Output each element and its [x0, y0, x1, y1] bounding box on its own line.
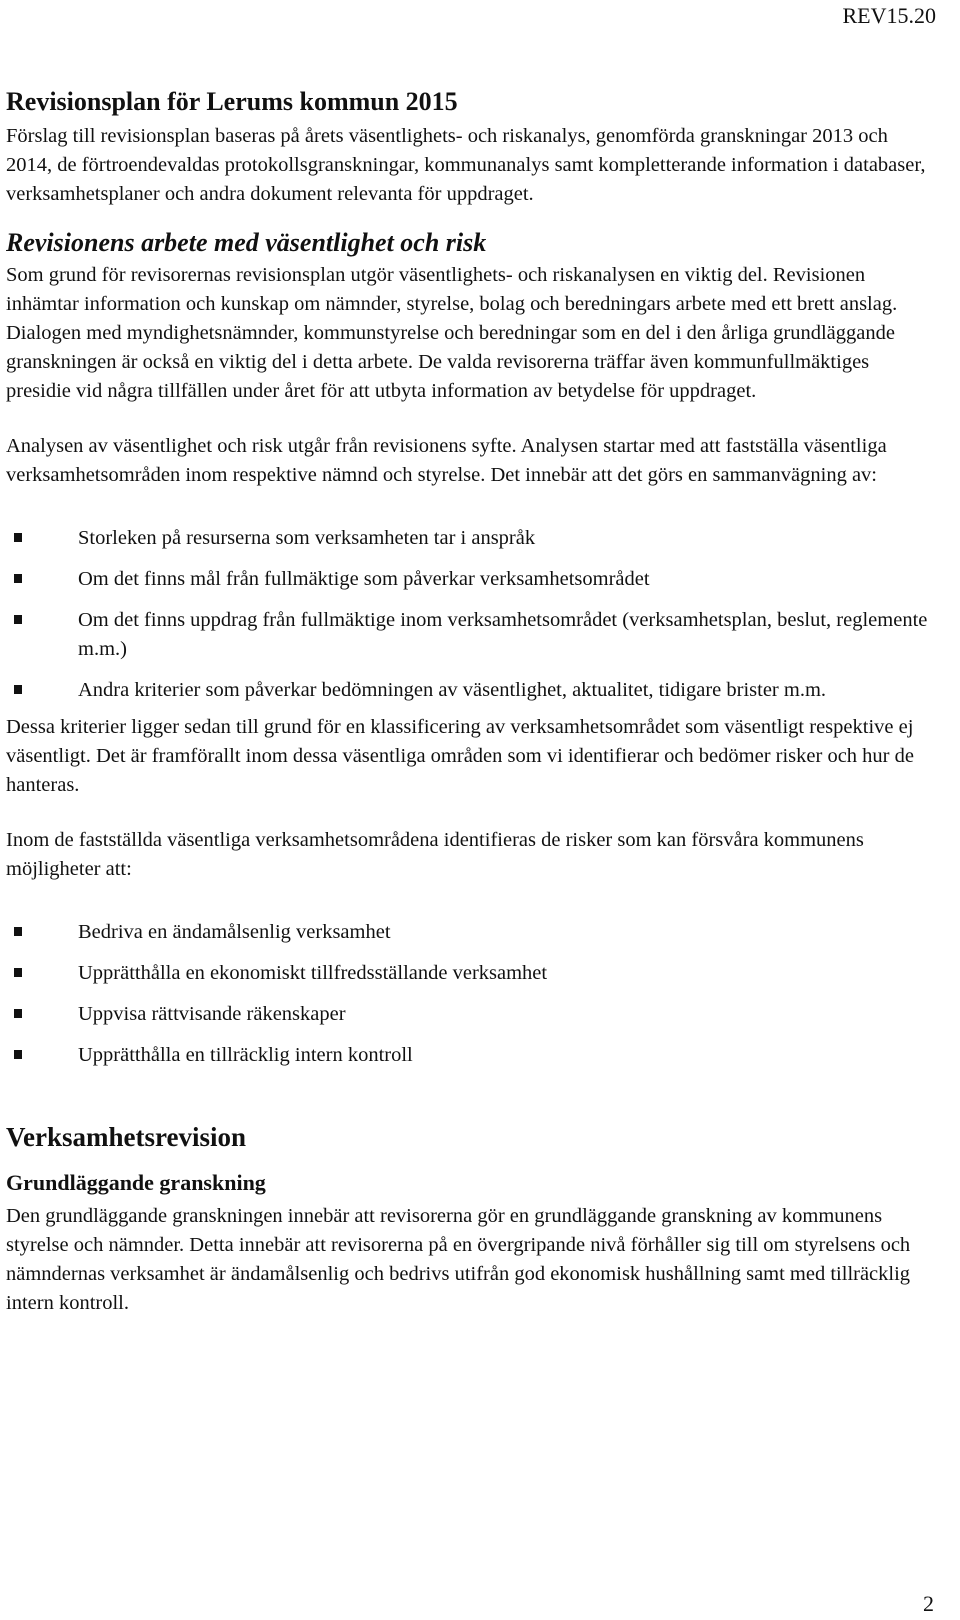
bullet-icon: [14, 968, 22, 977]
document-code: REV15.20: [842, 3, 936, 28]
bullet-icon: [14, 615, 22, 624]
list-item: Om det finns uppdrag från fullmäktige inom verksamhetsområdet (verksamhetsplan, beslut, reglemente m.m.): [6, 606, 934, 664]
bullet-icon: [14, 574, 22, 583]
section-heading-risk: Revisionens arbete med väsentlighet och risk: [6, 228, 487, 257]
bullet-icon: [14, 533, 22, 542]
list-item: Storleken på resurserna som verksamheten tar i anspråk: [6, 524, 934, 553]
paragraph-risk-4: Inom de fastställda väsentliga verksamhetsområdena identifieras de risker som kan försvåra kommunens möjligheter att:: [6, 829, 864, 880]
bullet-icon: [14, 1050, 22, 1059]
bullet-icon: [14, 927, 22, 936]
list-item: Upprätthålla en tillräcklig intern kontroll: [6, 1041, 934, 1070]
list-item: Uppvisa rättvisande räkenskaper: [6, 1000, 934, 1029]
list-item: Upprätthålla en ekonomiskt tillfredsställande verksamhet: [6, 959, 934, 988]
paragraph-grundlaggande: Den grundläggande granskningen innebär att revisorerna gör en grundläggande granskning av kommunens styrelse och nämnder. Detta innebär att revisorerna på en övergripande nivå förhåller sig till om styrelsens och nämndernas verksamhet är ändamålsenlig och bedrivs utifrån god ekonomisk hushållning samt med tillräcklig intern kontroll.: [6, 1205, 911, 1314]
list-item: Om det finns mål från fullmäktige som påverkar verksamhetsområdet: [6, 565, 934, 594]
page-title: Revisionsplan för Lerums kommun 2015: [6, 87, 458, 116]
paragraph-risk-3: Dessa kriterier ligger sedan till grund för en klassificering av verksamhetsområdet som väsentligt respektive ej väsentligt. Det är framförallt inom dessa väsentliga områden som vi identifierar och bedömer risker och hur de hanteras.: [6, 716, 914, 796]
risk-goals-list: [6, 918, 934, 1070]
criteria-list: [6, 524, 934, 705]
page-number: 2: [923, 1591, 934, 1616]
paragraph-risk-2: Analysen av väsentlighet och risk utgår från revisionens syfte. Analysen startar med att fastställa väsentliga verksamhetsområden inom respektive nämnd och styrelse. Det innebär att det görs en sammanvägning av:: [6, 435, 887, 486]
list-item: Andra kriterier som påverkar bedömningen av väsentlighet, aktualitet, tidigare brister m.m.: [6, 676, 934, 705]
section-heading-verksamhetsrevision: Verksamhetsrevision: [6, 1122, 247, 1152]
bullet-icon: [14, 685, 22, 694]
intro-paragraph: Förslag till revisionsplan baseras på årets väsentlighets- och riskanalys, genomförda granskningar 2013 och 2014, de förtroendevaldas protokollsgranskningar, kommunanalys samt kompletterande information i databaser, verksamhetsplaner och andra dokument relevanta för uppdraget.: [6, 125, 926, 205]
subheading-grundlaggande: Grundläggande granskning: [6, 1170, 266, 1195]
bullet-icon: [14, 1009, 22, 1018]
document-body: [6, 86, 934, 1318]
list-item: Bedriva en ändamålsenlig verksamhet: [6, 918, 934, 947]
paragraph-risk-1: Som grund för revisorernas revisionsplan utgör väsentlighets- och riskanalysen en viktig del. Revisionen inhämtar information och kunskap om nämnder, styrelse, bolag och beredningars arbete med ett brett anslag. Dialogen med myndighetsnämnder, kommunstyrelse och beredningar som en del i den årliga grundläggande granskningen är också en viktig del i detta arbete. De valda revisorerna träffar även kommunfullmäktiges presidie vid några tillfällen under året för att utbyta information av betydelse för uppdraget.: [6, 264, 898, 402]
